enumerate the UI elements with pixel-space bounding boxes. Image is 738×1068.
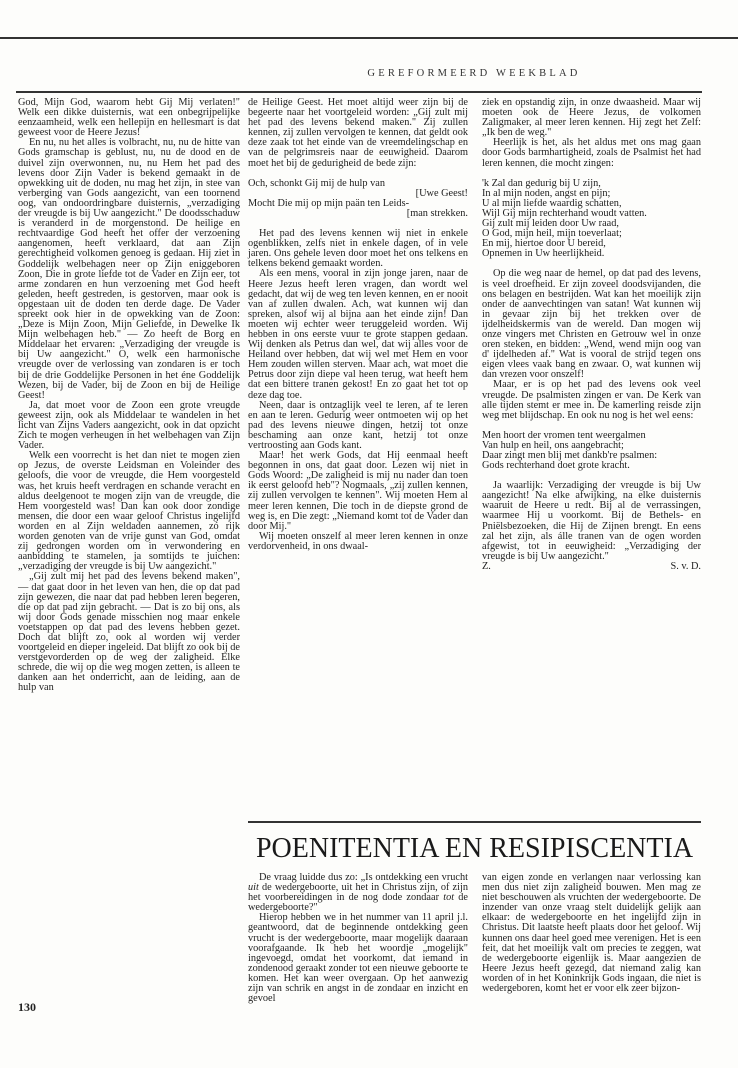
poem-line: Opnemen in Uw heerlijkheid. bbox=[482, 248, 605, 260]
signature-author: S. v. D. bbox=[670, 560, 701, 572]
poem-line: Daar zingt men blij met dankb're psalmen: bbox=[482, 450, 658, 461]
poem-line: [Uwe Geest! bbox=[415, 187, 468, 199]
paragraph: Als een mens, vooral in zijn jonge jaren, naar de Heere Jezus heeft leren vragen, dan wordt wel gedacht, dat wij de weg ten leven kennen, en er nooit van af zullen dwalen. Ach, wat kunnen wij dan spreken, alsof wij al bijna aan het einde zijn! Dan moeten wij echter weer teruggeleid worden. Wij hebben in ons eerste vuur te grote stappen gedaan. Wij denken als Petrus dan wel, dat wij alles voor de Heiland over hebben, dat wij wel met Hem en voor Hem zouden willen sterven. Maar ach, wat moet die Petrus door zijn diepe val heen terug, wat heeft hem dat een bittere tranen gekost! En zo gaat het tot op deze dag toe. bbox=[248, 268, 468, 401]
text: de wedergeboorte, uit het in Christus zijn, of zijn het voorbereidingen in de nog dode zondaar bbox=[248, 882, 468, 904]
psalm-quote bbox=[482, 431, 701, 471]
running-header: GEREFORMEERD WEEKBLAD bbox=[367, 68, 581, 79]
poem-line: En mij, hiertoe door U bereid, bbox=[482, 238, 606, 250]
paragraph: God, Mijn God, waarom hebt Gij Mij verlaten!" Welk een dikke duisternis, wat een onbegrijpelijke eenzaamheid, welk een hellepijn en hellesmart is dat geweest voor de Heere Jezus! bbox=[18, 97, 240, 139]
poem-quote bbox=[248, 179, 468, 219]
paragraph: Maar! het werk Gods, dat Hij eenmaal heeft begonnen in ons, dat gaat door. Lezen wij niet in Gods Woord: „De zaligheid is mij nu nader dan toen ik eerst geloofd heb"? Nogmaals, „zij zullen kennen, zij zullen vervolgen te kennen". Wij moeten Hem al meer leren kennen, Die toch in de diepste grond de weg is, en Die zegt: „Niemand komt tot de Vader dan door Mij." bbox=[248, 450, 468, 532]
signature bbox=[482, 562, 701, 572]
page-top-edge bbox=[0, 37, 738, 39]
emphasis: uit bbox=[248, 882, 259, 894]
paragraph: Maar, er is op het pad des levens ook veel vreugde. De psalmisten zingen er van. De Kerk van alle tijden stemt er mee in. De kamerling reisde zijn weg met blijdschap. En ook nu nog is het wel eens: bbox=[482, 379, 701, 421]
page-number: 130 bbox=[18, 1000, 36, 1014]
emphasis: tot bbox=[443, 892, 455, 904]
paragraph: Heerlijk is het, als het aldus met ons mag gaan door Gods barmhartigheid, zoals de Psalmist het had leren kennen, die mocht zingen: bbox=[482, 137, 701, 169]
poem-line: Gij zult mij leiden door Uw raad, bbox=[482, 218, 619, 230]
paragraph: „Gij zult mij het pad des levens bekend maken", — dat gaat door in het leven van hen, die op dat pad zijn gewezen, die naar dat pad hebben leren begeren, die op dat pad zijn gebracht. — Dat is zo bij ons, als wij door Gods genade misschien nog maar enkele voetstappen op dat pad des levens hebben gezet. Doch dat blijft zo, ook al worden wij verder voortgeleid en dieper ingeleid. Dat blijft zo ook bij de verstgevorderden op de weg der zaligheid. Elke schrede, die wij op die weg mogen zetten, is alleen te danken aan het onderricht, aan de leiding, aan de hulp van bbox=[18, 571, 240, 694]
paragraph: van eigen zonde en verlangen naar verlossing kan men dus niet zijn zaligheid bouwen. Men mag ze niet beschouwen als vruchten der wedergeboorte. De inzender van onze vraag stelt duidelijk gelijk aan elkaar: de wedergeboorte en het ingelijfd zijn in Christus. Dit laatste heeft plaats door het geloof. Wij kunnen ons daar heel goed mee verenigen. Het is een feit, dat het moeilijk valt om precies te zeggen, wat de wedergeboorte eigenlijk is. Maar aangezien de Heere Jezus heeft gezegd, dat niemand zalig kan worden of in het Koninkrijk Gods ingaan, die niet is wedergeboren, komt het er voor elk zeer bijzon- bbox=[482, 872, 702, 995]
signature-place: Z. bbox=[482, 560, 491, 572]
text: De vraag luidde dus zo: „Is ontdekking een vrucht bbox=[259, 872, 468, 883]
paragraph: de Heilige Geest. Het moet altijd weer zijn bij de begeerte naar het voortgeleid worden: „Gij zult mij het pad des levens bekend maken." Zij zullen kennen, zij zullen vervolgen te kennen, dat geldt ook deze zaak tot het einde van de vreemdelingschap en van de pelgrimsreis naar de eeuwigheid. Daarom moet het bij de gedurigheid de bede zijn: bbox=[248, 97, 468, 169]
article-title: POENITENTIA EN RESIPISCENTIA bbox=[255, 833, 694, 864]
text: de wedergeboorte?" bbox=[248, 892, 468, 914]
poem-line: Och, schonkt Gij mij de hulp van bbox=[248, 177, 385, 189]
article-column-2 bbox=[482, 873, 701, 994]
paragraph: Ja, dat moet voor de Zoon een grote vreugde geweest zijn, ook als Middelaar te wandelen in het licht van Zijns Vaders aangezicht, ook in dat opzicht Zich te mogen verheugen in het welbehagen van Zijn Vader. bbox=[18, 399, 240, 452]
paragraph: Op die weg naar de hemel, op dat pad des levens, is veel droefheid. Er zijn zoveel doodsvijanden, die ons belagen en bestrijden. Wat kan het moeilijk zijn onder de aanvechtingen van satan! Wat kunnen wij in gevaar zijn bij het trekken over de ijdelheidskermis van de wereld. Dan mogen wij onze vingers met Christen en Getrouw wel in onze oren steken, en bidden: „Wend, wend mijn oog van d' ijdelheden af." Wat is vooral de strijd tegen ons eigen vlees vaak bang en zwaar. O, wat kunnen wij dan vrezen voor onszelf! bbox=[482, 268, 701, 381]
column-3 bbox=[482, 98, 701, 572]
poem-line: Mocht Die mij op mijn paän ten Leids- bbox=[248, 197, 409, 209]
poem-line: Gods rechterhand doet grote kracht. bbox=[482, 460, 630, 472]
paragraph: Welk een voorrecht is het dan niet te mogen zien op Jezus, de overste Leidsman en Voleinder des geloofs, die voor de vreugde, die Hem voorgesteld was, het kruis heeft verdragen en schande veracht en aldus deelgenoot te mogen zijn van de vreugde, die Hem voorgesteld was! Dan kan ook door zondige mensen, die door een waar geloof Christus ingelijfd worden en al Zijn weldaden aannemen, zó rijk worden genoten van de vrije gunst van God, omdat zij gedrongen worden om in verwondering en aanbidding te stamelen, ja somtijds te juichen: „verzadiging der vreugde is bij Uw aangezicht." bbox=[18, 450, 240, 573]
psalm-quote bbox=[482, 179, 701, 260]
paragraph: Wij moeten onszelf al meer leren kennen in onze verdorvenheid, in ons dwaal- bbox=[248, 530, 468, 552]
paragraph: Het pad des levens kennen wij niet in enkele ogenblikken, zelfs niet in enkele dagen, of in vele jaren. Ons gehele leven door moet het ons telkens en telkens bekend gemaakt worden. bbox=[248, 228, 468, 270]
column-1 bbox=[18, 98, 240, 694]
poem-line: O God, mijn heil, mijn toeverlaat; bbox=[482, 228, 622, 240]
poem-line: Wijl Gij mijn rechterhand woudt vatten. bbox=[482, 207, 647, 219]
header-rule bbox=[16, 91, 702, 93]
paragraph: Neen, daar is ontzaglijk veel te leren, af te leren en aan te leren. Gedurig weer ontmoeten wij op het pad des levens nieuwe dingen, hetzij tot onze beschaming aan onze kant, hetzij tot onze vertroosting aan Gods kant. bbox=[248, 399, 468, 451]
paragraph: Ja waarlijk: Verzadiging der vreugde is bij Uw aangezicht! Na elke afwijking, na elke duisternis waaruit de Heere u redt. Bij al de verrassingen, waarmee Hij u voorkomt. Bij de Bethels- en Pniëlsbezoeken, die Hij de Zijnen brengt. En eens zal het zijn, als álle tranen van de ogen worden afgewist, tot in eeuwigheid: „Verzadiging der vreugde is bij Uw aangezicht." bbox=[482, 480, 701, 562]
poem-line: U al mijn liefde waardig schatten, bbox=[482, 197, 622, 209]
poem-line: [man strekken. bbox=[406, 207, 468, 219]
poem-line: Men hoort der vromen tent weergalmen bbox=[482, 429, 646, 441]
article-column-1 bbox=[248, 873, 468, 1004]
poem-line: Van hulp en heil, ons aangebracht; bbox=[482, 439, 624, 451]
paragraph: Hierop hebben we in het nummer van 11 april j.l. geantwoord, dat de beginnende ontdekking geen vrucht is der wedergeboorte, maar mogelijk daaraan voorafgaande. Ik heb het woordje „mogelijk" ingevoegd, omdat het voorkomt, dat iemand in zondenood geraakt zonder tot een nieuwe geboorte te komen. Het kan weer overgaan. Op het aanwezig zijn van schrik en angst in de zondaar en inzicht en gevoel bbox=[248, 912, 468, 1005]
column-2 bbox=[248, 98, 468, 552]
article-rule bbox=[248, 821, 701, 823]
poem-line: 'k Zal dan gedurig bij U zijn, bbox=[482, 177, 601, 189]
poem-line: In al mijn noden, angst en pijn; bbox=[482, 187, 611, 199]
paragraph: ziek en opstandig zijn, in onze dwaasheid. Maar wij moeten ook de Heere Jezus, de volkomen Zaligmaker, al meer leren kennen. Hij zegt het Zelf: „Ik ben de weg." bbox=[482, 97, 701, 139]
paragraph bbox=[248, 873, 468, 913]
paragraph: En nu, nu het alles is volbracht, nu, nu de hitte van Gods gramschap is geblust, nu, nu de dood en de duivel zijn overwonnen, nu, nu Hem het pad des levens door Zijn Vader is bekend gemaakt in de opwekking uit de doden, nu mag het zijn, in stee van verberging van Gods aangezicht, van een toornend oog, van ondoordringbare duisternis, „verzadiging der vreugde is bij Uw aangezicht." De doodsschaduw is veranderd in de morgenstond. De heilige en rechtvaardige God heeft het offer der verzoening aangenomen, heeft verklaard, dat aan Zijn gerechtigheid volkomen genoeg is gedaan. Hij ziet in Goddelijk welbehagen neer op Zijn eniggeboren Zoon, Die in grote liefde tot de Vader en Zijn eer, tot arme zondaren en hun verzoening met God heeft geleden, heeft gestreden, is gestorven, maar ook is opgestaan uit de doden ten derde dage. De Vader spreekt ook hier in de opwekking van de Zoon: „Deze is Mijn Zoon, Mijn Geliefde, in Dewelke Ik Mijn welbehagen heb." — Zo heeft de Borg en Middelaar het ervaren: „Verzadiging der vreugde is bij Uw aangezicht." O, welk een harmonische vreugde over de verlossing van zondaren is er toch bij de drie Goddelijke Personen in het éne Goddelijk Wezen, bij de Vader, bij de Zoon en bij de Heilige Geest! bbox=[18, 137, 240, 401]
